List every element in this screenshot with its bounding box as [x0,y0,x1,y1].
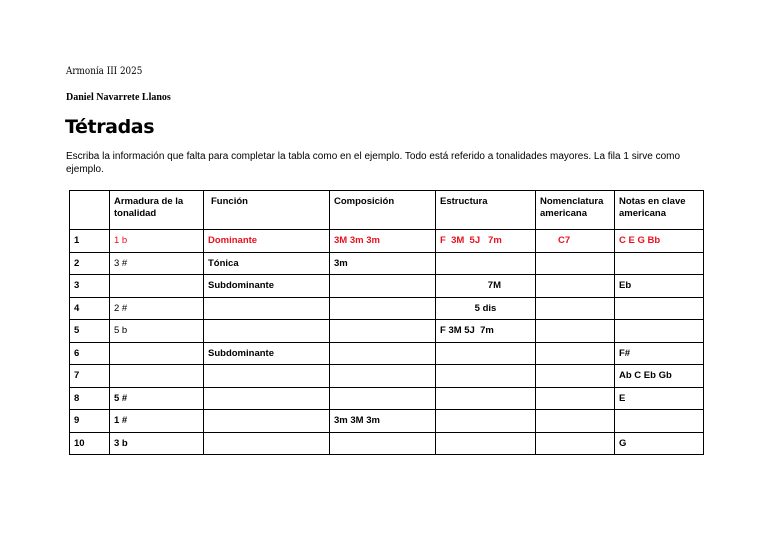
row-number: 4 [70,297,110,320]
course-label: Armonía III 2025 [66,66,143,77]
row-number: 8 [70,387,110,410]
composicion-cell [330,342,436,365]
table-row [70,252,704,275]
notas-cell: F# [615,342,704,365]
nomenclatura-cell: C7 [536,230,615,253]
estructura-cell [436,432,536,455]
estructura-cell: F 3M 5J 7m [436,230,536,253]
row-number: 5 [70,320,110,343]
notas-cell [615,320,704,343]
nomenclatura-cell [536,320,615,343]
armadura-cell [110,275,204,298]
funcion-cell: Dominante [204,230,330,253]
armadura-cell: 5 # [110,387,204,410]
notas-cell: Ab C Eb Gb [615,365,704,388]
header-cell-armadura: Armadura de la tonalidad [110,191,204,230]
nomenclatura-cell [536,365,615,388]
composicion-cell [330,432,436,455]
header-cell-funcion: Función [204,191,330,230]
row-number: 7 [70,365,110,388]
composicion-cell [330,297,436,320]
composicion-cell [330,320,436,343]
table-row [70,297,704,320]
nomenclatura-cell [536,252,615,275]
notas-cell [615,252,704,275]
armadura-cell: 3 b [110,432,204,455]
notas-cell: Eb [615,275,704,298]
table-row [70,432,704,455]
armadura-cell: 1 b [110,230,204,253]
funcion-cell: Tónica [204,252,330,275]
notas-cell: G [615,432,704,455]
nomenclatura-cell [536,275,615,298]
armadura-cell: 2 # [110,297,204,320]
notas-cell: E [615,387,704,410]
estructura-cell [436,365,536,388]
composicion-cell: 3m 3M 3m [330,410,436,433]
armadura-cell [110,365,204,388]
funcion-cell [204,365,330,388]
header-cell-estructura: Estructura [436,191,536,230]
page-title: Tétradas [65,116,155,138]
funcion-cell [204,432,330,455]
row-number: 1 [70,230,110,253]
table-row [70,275,704,298]
funcion-cell [204,297,330,320]
estructura-cell [436,410,536,433]
instructions-text: Escriba la información que falta para completar la tabla como en el ejemplo. Todo está referido a tonalidades mayores. La fila 1 sirve como ejemplo. [66,151,681,175]
estructura-cell: F 3M 5J 7m [436,320,536,343]
funcion-cell: Subdominante [204,342,330,365]
header-cell-index [70,191,110,230]
composicion-cell [330,365,436,388]
table-row [70,387,704,410]
nomenclatura-cell [536,410,615,433]
table-row [70,410,704,433]
header-cell-composicion: Composición [330,191,436,230]
estructura-cell: 5 dis [436,297,536,320]
funcion-cell: Subdominante [204,275,330,298]
funcion-cell [204,320,330,343]
row-number: 6 [70,342,110,365]
nomenclatura-cell [536,432,615,455]
armadura-cell: 5 b [110,320,204,343]
nomenclatura-cell [536,387,615,410]
notas-cell: C E G Bb [615,230,704,253]
estructura-cell [436,252,536,275]
composicion-cell: 3m [330,252,436,275]
chord-table [69,190,704,455]
nomenclatura-cell [536,342,615,365]
notas-cell [615,297,704,320]
table-row [70,342,704,365]
header-cell-notas: Notas en clave americana [615,191,704,230]
row-number: 9 [70,410,110,433]
armadura-cell: 1 # [110,410,204,433]
table-header-row [70,191,704,230]
row-number: 10 [70,432,110,455]
notas-cell [615,410,704,433]
estructura-cell: 7M [436,275,536,298]
header-cell-nomenclatura: Nomenclatura americana [536,191,615,230]
estructura-cell [436,342,536,365]
funcion-cell [204,410,330,433]
table-row [70,320,704,343]
nomenclatura-cell [536,297,615,320]
armadura-cell: 3 # [110,252,204,275]
composicion-cell [330,275,436,298]
funcion-cell [204,387,330,410]
estructura-cell [436,387,536,410]
row-number: 3 [70,275,110,298]
composicion-cell [330,387,436,410]
armadura-cell [110,342,204,365]
composicion-cell: 3M 3m 3m [330,230,436,253]
row-number: 2 [70,252,110,275]
author-name: Daniel Navarrete Llanos [66,92,171,103]
table-row [70,230,704,253]
table-row [70,365,704,388]
